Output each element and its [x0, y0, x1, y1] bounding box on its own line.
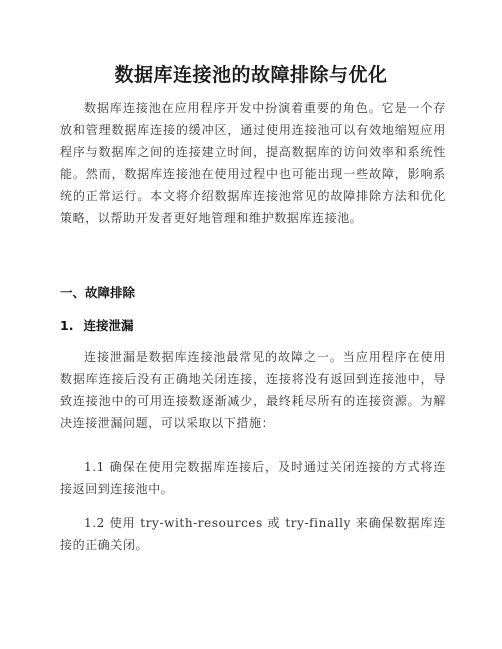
subsection-title: 连接泄漏 — [83, 318, 134, 333]
section-heading-troubleshooting: 一、故障排除 — [60, 285, 136, 300]
subsection-heading-connection-leak — [60, 316, 133, 334]
list-item: 1.2 使用 try-with-resources 或 try-finally 来确保数据库连接的正确关闭。 — [60, 516, 446, 552]
connection-leak-paragraph: 连接泄漏是数据库连接池最常见的故障之一。当应用程序在使用数据库连接后没有正确地关闭连接，连接将没有返回到连接池中，导致连接池中的可用连接数逐渐减少，最终耗尽所有的连接资源。为解决连接泄漏问题，可以采取以下措施： — [60, 350, 446, 430]
document-title: 数据库连接池的故障排除与优化 — [114, 64, 388, 86]
intro-paragraph: 数据库连接池在应用程序开发中扮演着重要的角色。它是一个存放和管理数据库连接的缓冲区，通过使用连接池可以有效地缩短应用程序与数据库之间的连接建立时间，提高数据库的访问效率和系统性能。然而，数据库连接池在使用过程中也可能出现一些故障，影响系统的正常运行。本文将介绍数据库连接池常见的故障排除方法和优化策略，以帮助开发者更好地管理和维护数据库连接池。 — [60, 101, 446, 225]
list-item: 1.1 确保在使用完数据库连接后，及时通过关闭连接的方式将连接返回到连接池中。 — [60, 460, 446, 496]
subsection-number: 1. — [60, 318, 74, 333]
